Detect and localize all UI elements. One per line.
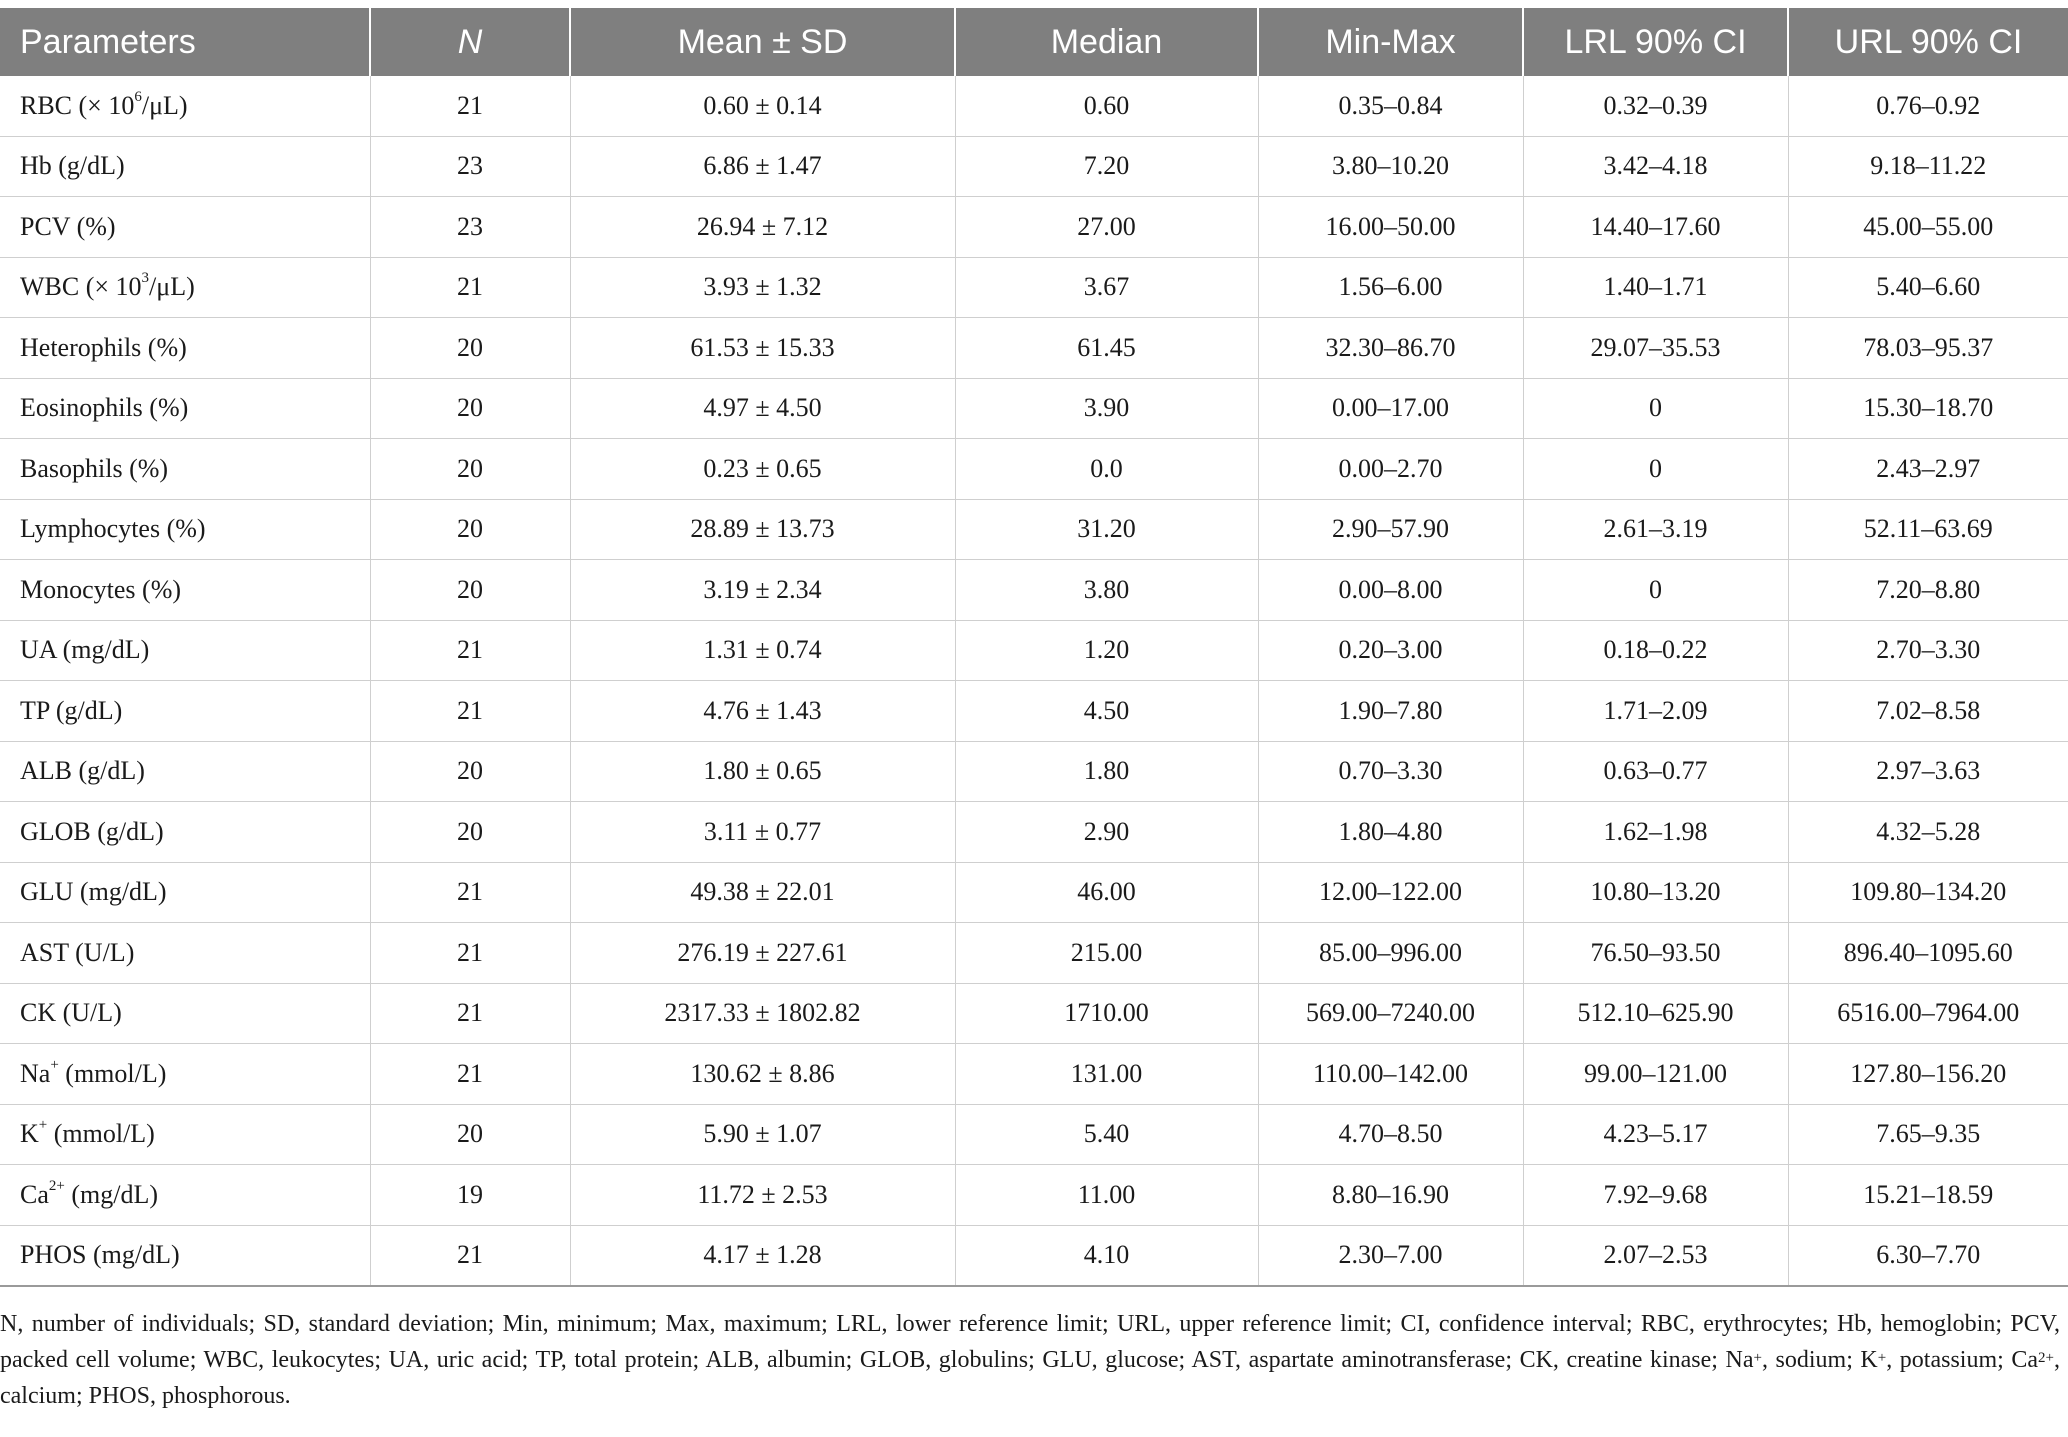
cell-median: 3.67 xyxy=(955,257,1258,318)
cell-lrl: 4.23–5.17 xyxy=(1523,1104,1788,1165)
cell-parameter xyxy=(0,1165,370,1226)
table-header xyxy=(0,8,2068,76)
cell-median: 46.00 xyxy=(955,862,1258,923)
table-row xyxy=(0,1165,2068,1226)
cell-n: 21 xyxy=(370,681,570,742)
cell-url: 7.65–9.35 xyxy=(1788,1104,2068,1165)
parameter-name: PCV (%) xyxy=(20,211,116,241)
table-row xyxy=(0,76,2068,136)
cell-lrl: 512.10–625.90 xyxy=(1523,983,1788,1044)
table-row xyxy=(0,1044,2068,1105)
cell-min-max: 85.00–996.00 xyxy=(1258,923,1523,984)
parameter-name: RBC (× 10 xyxy=(20,90,135,120)
cell-parameter xyxy=(0,257,370,318)
header-lrl: LRL 90% CI xyxy=(1523,8,1788,76)
cell-n: 20 xyxy=(370,318,570,379)
cell-n: 21 xyxy=(370,620,570,681)
cell-n: 20 xyxy=(370,439,570,500)
parameter-name: Na xyxy=(20,1058,51,1088)
cell-mean-sd: 3.93 ± 1.32 xyxy=(570,257,955,318)
cell-parameter xyxy=(0,499,370,560)
cell-min-max: 0.20–3.00 xyxy=(1258,620,1523,681)
cell-lrl: 99.00–121.00 xyxy=(1523,1044,1788,1105)
cell-parameter xyxy=(0,983,370,1044)
cell-median: 27.00 xyxy=(955,197,1258,258)
cell-min-max: 2.90–57.90 xyxy=(1258,499,1523,560)
cell-mean-sd: 1.80 ± 0.65 xyxy=(570,741,955,802)
table-row xyxy=(0,1225,2068,1286)
cell-n: 21 xyxy=(370,1225,570,1286)
cell-lrl: 29.07–35.53 xyxy=(1523,318,1788,379)
cell-min-max: 1.90–7.80 xyxy=(1258,681,1523,742)
cell-lrl: 0 xyxy=(1523,439,1788,500)
cell-lrl: 0.32–0.39 xyxy=(1523,76,1788,136)
cell-parameter xyxy=(0,1225,370,1286)
cell-parameter xyxy=(0,802,370,863)
cell-lrl: 0 xyxy=(1523,378,1788,439)
footnote-text-3: , potassium; Ca xyxy=(1886,1347,2039,1373)
table-row xyxy=(0,1104,2068,1165)
cell-n: 19 xyxy=(370,1165,570,1226)
cell-url: 127.80–156.20 xyxy=(1788,1044,2068,1105)
cell-parameter xyxy=(0,439,370,500)
table-row xyxy=(0,378,2068,439)
cell-mean-sd: 4.17 ± 1.28 xyxy=(570,1225,955,1286)
cell-lrl: 7.92–9.68 xyxy=(1523,1165,1788,1226)
cell-median: 31.20 xyxy=(955,499,1258,560)
cell-mean-sd: 3.11 ± 0.77 xyxy=(570,802,955,863)
parameter-name: GLOB (g/dL) xyxy=(20,816,164,846)
cell-median: 131.00 xyxy=(955,1044,1258,1105)
table-row xyxy=(0,620,2068,681)
cell-median: 1.20 xyxy=(955,620,1258,681)
parameter-name: Monocytes (%) xyxy=(20,574,182,604)
cell-min-max: 0.00–2.70 xyxy=(1258,439,1523,500)
cell-median: 0.60 xyxy=(955,76,1258,136)
cell-n: 23 xyxy=(370,197,570,258)
cell-parameter xyxy=(0,1104,370,1165)
parameter-name: WBC (× 10 xyxy=(20,272,142,302)
parameter-superscript: 3 xyxy=(141,270,150,287)
cell-mean-sd: 28.89 ± 13.73 xyxy=(570,499,955,560)
cell-min-max: 16.00–50.00 xyxy=(1258,197,1523,258)
cell-parameter xyxy=(0,378,370,439)
cell-parameter xyxy=(0,318,370,379)
table-row xyxy=(0,741,2068,802)
cell-lrl: 10.80–13.20 xyxy=(1523,862,1788,923)
cell-parameter xyxy=(0,197,370,258)
cell-lrl: 0.18–0.22 xyxy=(1523,620,1788,681)
cell-parameter xyxy=(0,681,370,742)
table-row xyxy=(0,923,2068,984)
table-row xyxy=(0,681,2068,742)
header-parameters: Parameters xyxy=(0,8,370,76)
cell-mean-sd: 49.38 ± 22.01 xyxy=(570,862,955,923)
cell-n: 23 xyxy=(370,136,570,197)
parameter-superscript: 2+ xyxy=(48,1177,65,1194)
table-row xyxy=(0,560,2068,621)
cell-mean-sd: 2317.33 ± 1802.82 xyxy=(570,983,955,1044)
header-min-max: Min-Max xyxy=(1258,8,1523,76)
cell-median: 2.90 xyxy=(955,802,1258,863)
cell-median: 61.45 xyxy=(955,318,1258,379)
cell-median: 5.40 xyxy=(955,1104,1258,1165)
cell-min-max: 0.00–17.00 xyxy=(1258,378,1523,439)
footnote-sup-2: + xyxy=(1877,1350,1887,1366)
cell-url: 6516.00–7964.00 xyxy=(1788,983,2068,1044)
cell-url: 0.76–0.92 xyxy=(1788,76,2068,136)
header-n: N xyxy=(370,8,570,76)
cell-min-max: 1.80–4.80 xyxy=(1258,802,1523,863)
cell-min-max: 110.00–142.00 xyxy=(1258,1044,1523,1105)
cell-lrl: 2.07–2.53 xyxy=(1523,1225,1788,1286)
cell-mean-sd: 6.86 ± 1.47 xyxy=(570,136,955,197)
cell-min-max: 32.30–86.70 xyxy=(1258,318,1523,379)
cell-mean-sd: 0.60 ± 0.14 xyxy=(570,76,955,136)
footnote-text-2: , sodium; K xyxy=(1761,1347,1878,1373)
cell-lrl: 1.62–1.98 xyxy=(1523,802,1788,863)
cell-url: 9.18–11.22 xyxy=(1788,136,2068,197)
cell-median: 215.00 xyxy=(955,923,1258,984)
parameter-name: AST (U/L) xyxy=(20,937,135,967)
cell-n: 20 xyxy=(370,1104,570,1165)
cell-n: 21 xyxy=(370,1044,570,1105)
cell-url: 7.02–8.58 xyxy=(1788,681,2068,742)
table-row xyxy=(0,862,2068,923)
parameter-name: Heterophils (%) xyxy=(20,332,187,362)
cell-min-max: 3.80–10.20 xyxy=(1258,136,1523,197)
cell-lrl: 14.40–17.60 xyxy=(1523,197,1788,258)
parameter-name: Basophils (%) xyxy=(20,453,169,483)
cell-median: 3.90 xyxy=(955,378,1258,439)
table-row xyxy=(0,439,2068,500)
cell-min-max: 569.00–7240.00 xyxy=(1258,983,1523,1044)
cell-n: 21 xyxy=(370,76,570,136)
cell-lrl: 0 xyxy=(1523,560,1788,621)
reference-values-table-container xyxy=(0,8,2068,1287)
cell-median: 4.10 xyxy=(955,1225,1258,1286)
parameter-name: Lymphocytes (%) xyxy=(20,514,206,544)
cell-url: 6.30–7.70 xyxy=(1788,1225,2068,1286)
cell-mean-sd: 130.62 ± 8.86 xyxy=(570,1044,955,1105)
parameter-unit: (mg/dL) xyxy=(64,1179,159,1209)
cell-n: 20 xyxy=(370,802,570,863)
cell-parameter xyxy=(0,923,370,984)
cell-min-max: 0.70–3.30 xyxy=(1258,741,1523,802)
header-row xyxy=(0,8,2068,76)
cell-n: 20 xyxy=(370,560,570,621)
footnote-sup-3: 2+ xyxy=(2038,1350,2054,1366)
parameter-superscript: 6 xyxy=(134,88,142,105)
cell-url: 109.80–134.20 xyxy=(1788,862,2068,923)
cell-n: 21 xyxy=(370,983,570,1044)
cell-mean-sd: 61.53 ± 15.33 xyxy=(570,318,955,379)
cell-median: 1710.00 xyxy=(955,983,1258,1044)
table-row xyxy=(0,136,2068,197)
cell-n: 20 xyxy=(370,499,570,560)
parameter-name: Hb (g/dL) xyxy=(20,151,125,181)
cell-url: 15.30–18.70 xyxy=(1788,378,2068,439)
parameter-unit: (mmol/L) xyxy=(47,1119,155,1149)
parameter-superscript: + xyxy=(38,1117,48,1134)
parameter-name: CK (U/L) xyxy=(20,998,122,1028)
parameter-name: TP (g/dL) xyxy=(20,695,123,725)
cell-parameter xyxy=(0,560,370,621)
cell-lrl: 2.61–3.19 xyxy=(1523,499,1788,560)
parameter-unit: (mmol/L) xyxy=(58,1058,167,1088)
cell-median: 1.80 xyxy=(955,741,1258,802)
cell-min-max: 12.00–122.00 xyxy=(1258,862,1523,923)
table-row xyxy=(0,802,2068,863)
cell-lrl: 1.71–2.09 xyxy=(1523,681,1788,742)
cell-n: 21 xyxy=(370,257,570,318)
parameter-superscript: + xyxy=(50,1056,59,1073)
parameter-name: ALB (g/dL) xyxy=(20,756,145,786)
parameter-name: GLU (mg/dL) xyxy=(20,877,167,907)
cell-parameter xyxy=(0,76,370,136)
cell-url: 5.40–6.60 xyxy=(1788,257,2068,318)
footnote-sup-1: + xyxy=(1753,1350,1762,1366)
parameter-name: PHOS (mg/dL) xyxy=(20,1240,180,1270)
footnote-text-4: , calcium; PHOS, phosphorous. xyxy=(0,1347,2060,1409)
cell-mean-sd: 26.94 ± 7.12 xyxy=(570,197,955,258)
cell-mean-sd: 4.76 ± 1.43 xyxy=(570,681,955,742)
cell-n: 21 xyxy=(370,862,570,923)
cell-mean-sd: 0.23 ± 0.65 xyxy=(570,439,955,500)
cell-mean-sd: 1.31 ± 0.74 xyxy=(570,620,955,681)
cell-median: 0.0 xyxy=(955,439,1258,500)
cell-lrl: 76.50–93.50 xyxy=(1523,923,1788,984)
cell-parameter xyxy=(0,620,370,681)
footnote-text-1: N, number of individuals; SD, standard deviation; Min, minimum; Max, maximum; LRL, lower reference limit; URL, upper reference limit; CI, confidence interval; RBC, erythrocytes; Hb, hemoglobin; PCV, packed cell volume; WBC, leukocytes; UA, uric acid; TP, total protein; ALB, albumin; GLOB, globulins; GLU, glucose; AST, aspartate aminotransferase; CK, creatine kinase; Na xyxy=(0,1311,2060,1373)
header-median: Median xyxy=(955,8,1258,76)
cell-median: 4.50 xyxy=(955,681,1258,742)
table-row xyxy=(0,499,2068,560)
cell-url: 45.00–55.00 xyxy=(1788,197,2068,258)
parameter-name: UA (mg/dL) xyxy=(20,635,150,665)
cell-lrl: 3.42–4.18 xyxy=(1523,136,1788,197)
cell-mean-sd: 4.97 ± 4.50 xyxy=(570,378,955,439)
cell-median: 11.00 xyxy=(955,1165,1258,1226)
cell-url: 2.43–2.97 xyxy=(1788,439,2068,500)
cell-n: 20 xyxy=(370,378,570,439)
cell-lrl: 0.63–0.77 xyxy=(1523,741,1788,802)
cell-n: 21 xyxy=(370,923,570,984)
cell-lrl: 1.40–1.71 xyxy=(1523,257,1788,318)
cell-url: 2.70–3.30 xyxy=(1788,620,2068,681)
parameter-unit: /μL) xyxy=(141,90,188,120)
cell-mean-sd: 3.19 ± 2.34 xyxy=(570,560,955,621)
cell-median: 7.20 xyxy=(955,136,1258,197)
cell-min-max: 1.56–6.00 xyxy=(1258,257,1523,318)
cell-parameter xyxy=(0,741,370,802)
cell-median: 3.80 xyxy=(955,560,1258,621)
cell-url: 4.32–5.28 xyxy=(1788,802,2068,863)
table-row xyxy=(0,983,2068,1044)
cell-min-max: 4.70–8.50 xyxy=(1258,1104,1523,1165)
cell-n: 20 xyxy=(370,741,570,802)
header-url: URL 90% CI xyxy=(1788,8,2068,76)
table-row xyxy=(0,257,2068,318)
table-body xyxy=(0,76,2068,1286)
cell-parameter xyxy=(0,862,370,923)
parameter-name: Eosinophils (%) xyxy=(20,393,189,423)
cell-url: 15.21–18.59 xyxy=(1788,1165,2068,1226)
cell-mean-sd: 5.90 ± 1.07 xyxy=(570,1104,955,1165)
cell-parameter xyxy=(0,136,370,197)
cell-parameter xyxy=(0,1044,370,1105)
cell-mean-sd: 276.19 ± 227.61 xyxy=(570,923,955,984)
parameter-name: K xyxy=(20,1119,39,1149)
table-footnote xyxy=(0,1306,2060,1414)
cell-mean-sd: 11.72 ± 2.53 xyxy=(570,1165,955,1226)
cell-url: 52.11–63.69 xyxy=(1788,499,2068,560)
cell-url: 78.03–95.37 xyxy=(1788,318,2068,379)
table-row xyxy=(0,318,2068,379)
cell-min-max: 8.80–16.90 xyxy=(1258,1165,1523,1226)
cell-min-max: 2.30–7.00 xyxy=(1258,1225,1523,1286)
parameter-unit: /μL) xyxy=(149,272,195,302)
cell-url: 896.40–1095.60 xyxy=(1788,923,2068,984)
cell-url: 7.20–8.80 xyxy=(1788,560,2068,621)
header-mean-sd: Mean ± SD xyxy=(570,8,955,76)
table-row xyxy=(0,197,2068,258)
reference-values-table xyxy=(0,8,2068,1287)
cell-url: 2.97–3.63 xyxy=(1788,741,2068,802)
parameter-name: Ca xyxy=(20,1179,49,1209)
cell-min-max: 0.00–8.00 xyxy=(1258,560,1523,621)
cell-min-max: 0.35–0.84 xyxy=(1258,76,1523,136)
